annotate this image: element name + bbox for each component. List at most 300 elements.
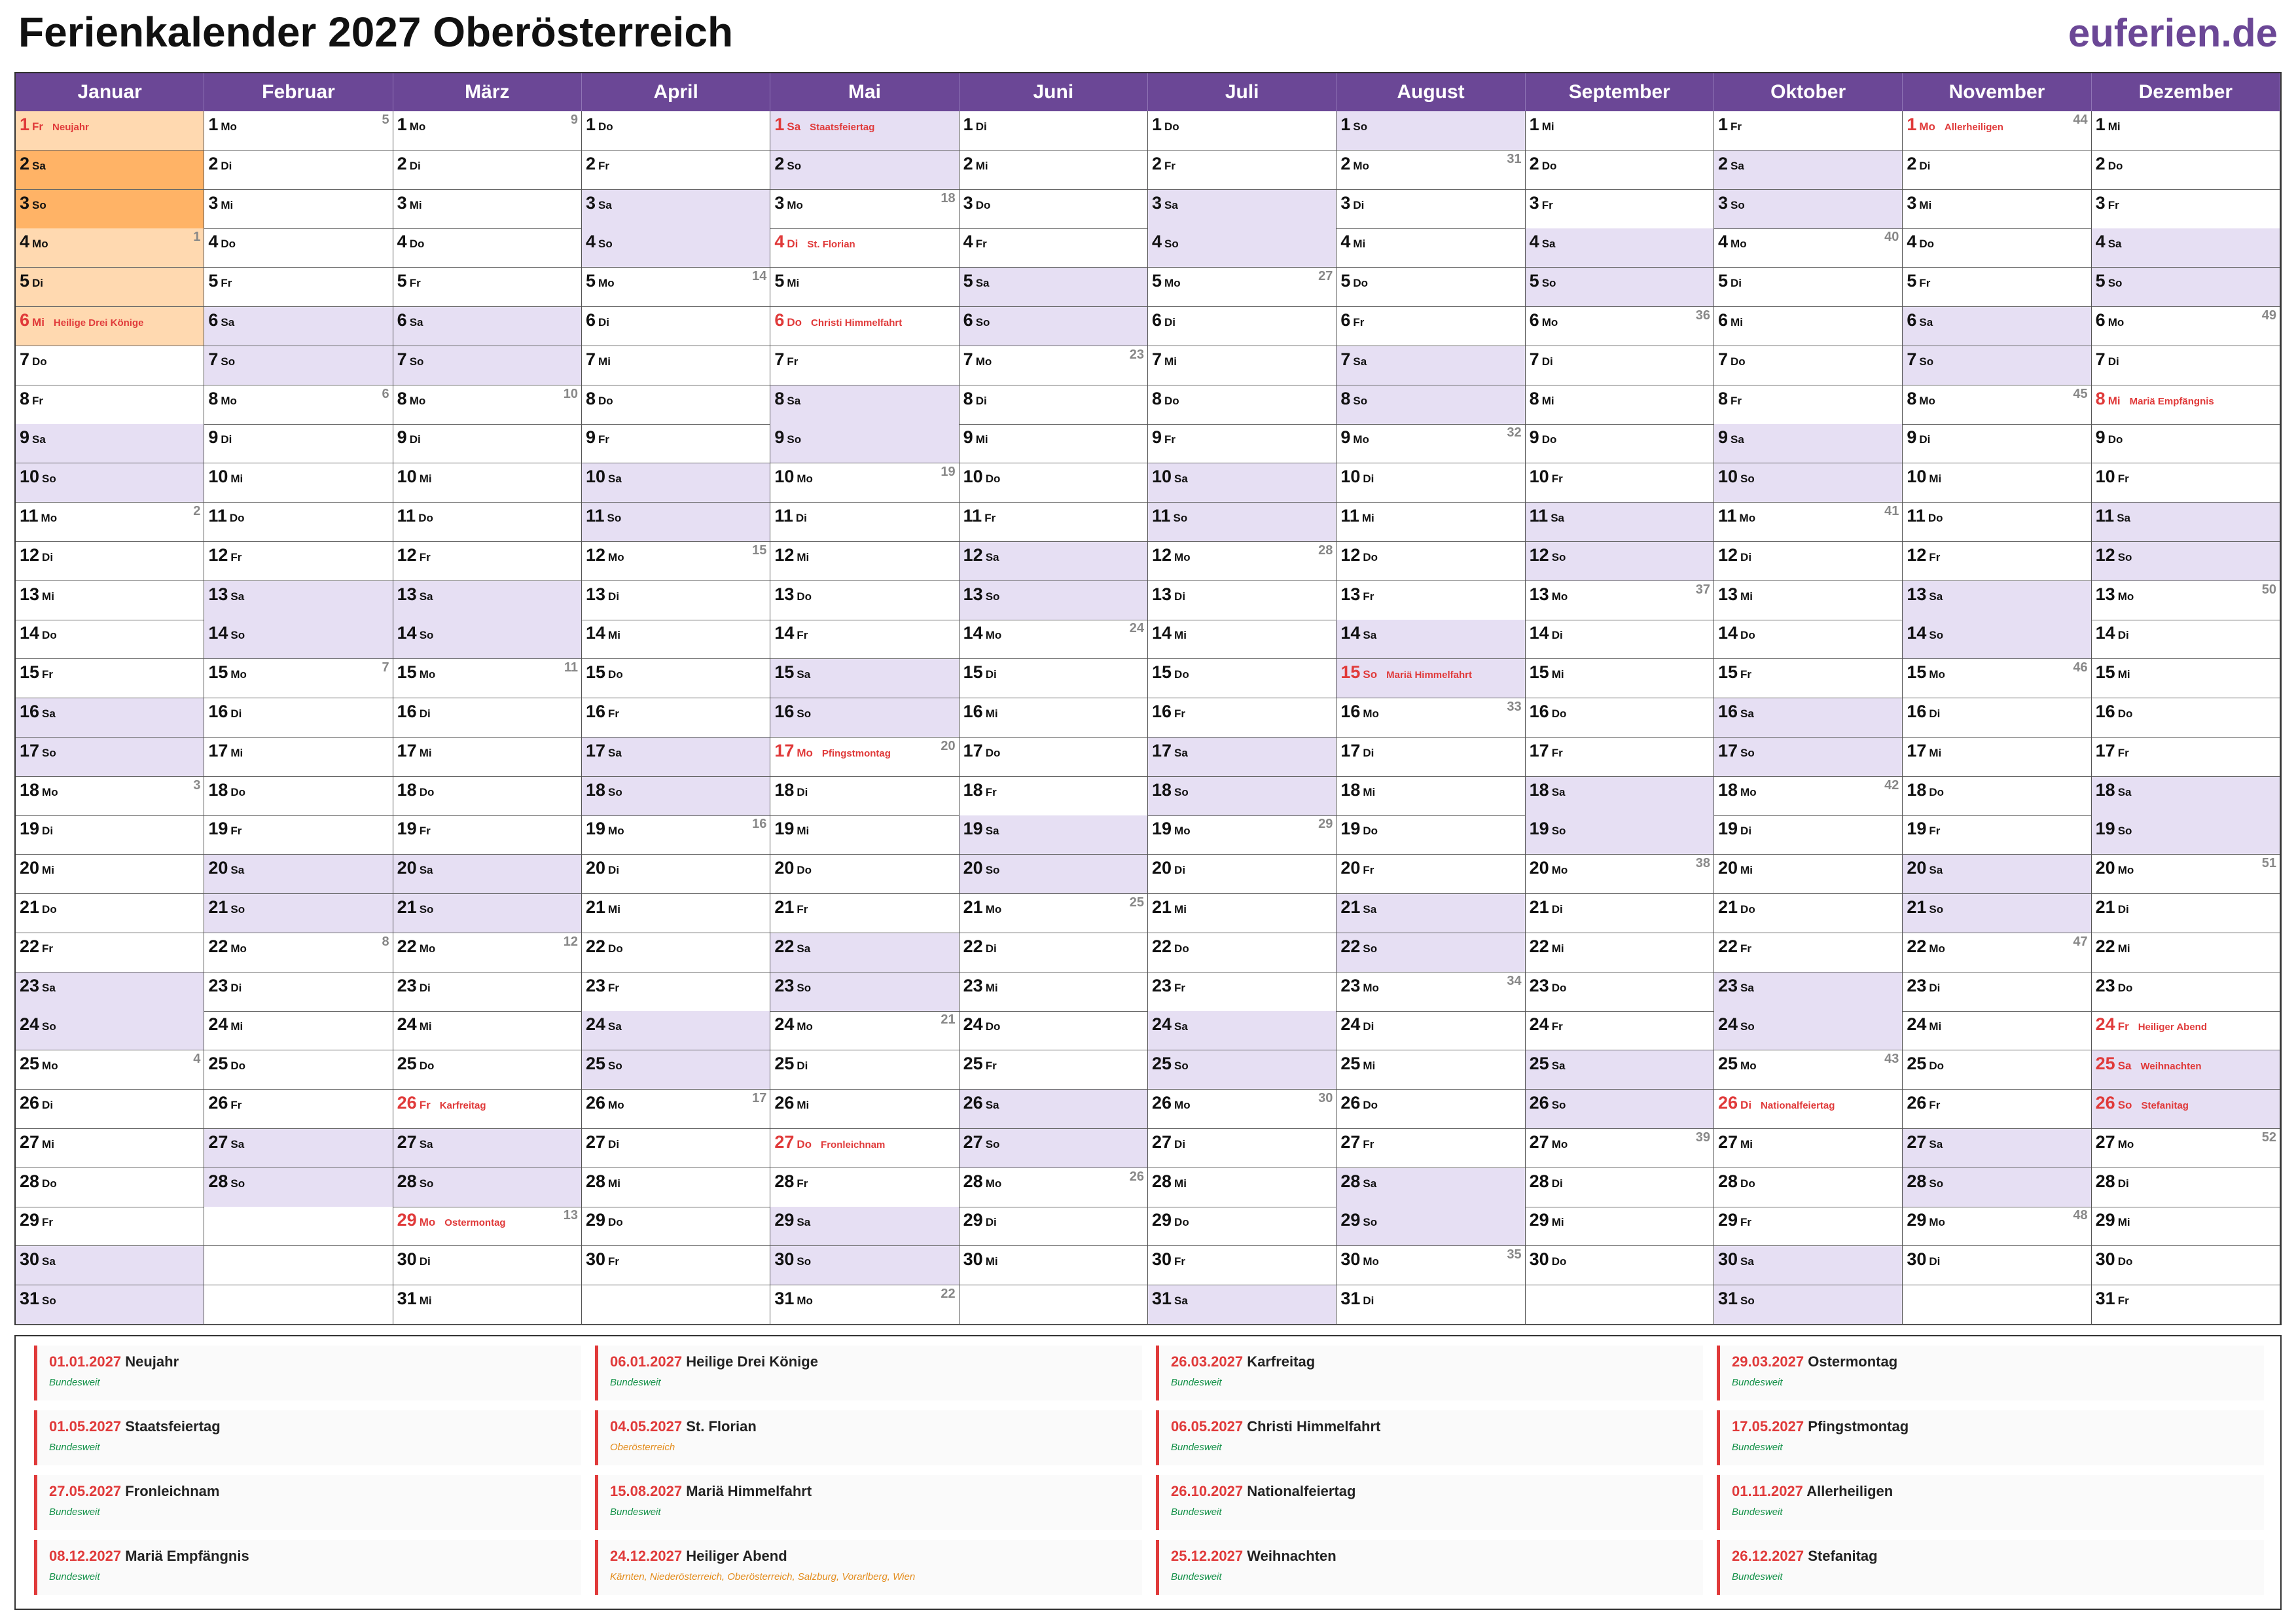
day-cell (1336, 228, 1524, 268)
day-cell (582, 503, 770, 542)
day-cell (1714, 1090, 1902, 1129)
day-cell (1148, 307, 1336, 346)
day-cell (1336, 503, 1524, 542)
weekday-label: Mo (1919, 120, 1935, 133)
weekday-label: Mi (419, 1020, 432, 1033)
weekday-label: Di (1551, 629, 1563, 642)
weekday-label: Fr (1363, 1137, 1374, 1150)
weekday-label: Di (2117, 1177, 2129, 1190)
day-cell (204, 385, 392, 425)
day-cell (770, 1246, 958, 1285)
weekday-label: Fr (985, 1060, 997, 1073)
week-number: 39 (1695, 1130, 1710, 1145)
day-number: 2 So (774, 153, 802, 173)
day-number: 22 So (1340, 936, 1378, 956)
weekday-label: Sa (419, 864, 433, 877)
weekday-label: So (1919, 355, 1934, 368)
day-cell (1714, 151, 1902, 190)
day-cell (2092, 151, 2280, 190)
day-cell (204, 307, 392, 346)
day-number: 25 Mo (20, 1054, 58, 1074)
weekday-label: Sa (975, 277, 990, 290)
day-cell (1903, 1050, 2090, 1090)
weekday-label: Fr (230, 550, 242, 563)
day-cell (1903, 738, 2090, 777)
month-header-oktober: Oktober (1714, 73, 1903, 111)
day-cell (1526, 1090, 1713, 1129)
day-cell (16, 111, 204, 151)
day-cell (1903, 190, 2090, 229)
day-cell (770, 385, 958, 425)
month-column (770, 111, 959, 1325)
weekday-label: Di (985, 1216, 997, 1229)
weekday-label: Do (598, 120, 613, 133)
weekday-label: Sa (419, 1137, 433, 1150)
weekday-label: Mo (221, 120, 237, 133)
day-number: 14 Do (1718, 623, 1755, 643)
week-number: 5 (382, 113, 389, 127)
day-number: 25 Do (208, 1054, 246, 1074)
day-cell (204, 346, 392, 385)
day-cell (770, 659, 958, 698)
weekday-label: Do (32, 355, 47, 368)
day-cell (1148, 972, 1336, 1012)
day-cell (1336, 1207, 1524, 1246)
day-number: 25 Do (397, 1054, 435, 1074)
day-cell (2092, 738, 2280, 777)
day-cell (1903, 346, 2090, 385)
day-number: 20 Sa (397, 858, 433, 878)
day-number: 24 Fr (1529, 1014, 1563, 1035)
day-cell (960, 933, 1147, 972)
day-cell (16, 307, 204, 346)
day-number: 7 Fr (774, 349, 798, 369)
weekday-label: Do (797, 590, 812, 603)
weekday-label: Di (1740, 1099, 1752, 1111)
weekday-label: So (1174, 785, 1189, 798)
day-cell (582, 268, 770, 307)
day-number: 13 Sa (1907, 584, 1943, 604)
weekday-label: Mo (2117, 1137, 2134, 1150)
weekday-label: Sa (985, 825, 999, 838)
day-cell (770, 228, 958, 268)
day-number: 6 Di (586, 310, 610, 330)
day-number: 4 Do (208, 232, 236, 252)
day-cell (1526, 581, 1713, 620)
day-cell (2092, 815, 2280, 855)
day-cell (1526, 1207, 1713, 1246)
day-cell (2092, 1168, 2280, 1207)
weekday-label: So (42, 473, 56, 486)
day-number: 7 Do (1718, 349, 1746, 369)
day-cell (1903, 1168, 2090, 1207)
weekday-label: Mo (1363, 707, 1379, 720)
day-cell (582, 620, 770, 659)
brand-logo[interactable]: euferien.de (2068, 11, 2278, 55)
day-number: 8 So (1340, 388, 1368, 408)
weekday-label: Do (797, 1137, 812, 1150)
weekday-label: Mi (221, 198, 234, 211)
day-cell (770, 855, 958, 894)
week-number: 34 (1507, 973, 1522, 988)
day-cell (16, 1168, 204, 1207)
day-cell (2092, 698, 2280, 738)
week-number: 2 (193, 504, 201, 518)
day-cell (1148, 1246, 1336, 1285)
day-cell (1903, 385, 2090, 425)
day-number: 29 Mo Ostermontag (397, 1210, 506, 1230)
day-cell (960, 855, 1147, 894)
holiday-date: 06.01.2027 (610, 1353, 683, 1370)
holiday-name: St. Florian (807, 239, 855, 251)
day-number: 7 Mi (1152, 349, 1177, 369)
day-cell (582, 228, 770, 268)
day-number: 29 Do (586, 1210, 623, 1230)
weekday-label: Di (975, 120, 987, 133)
day-cell (2092, 111, 2280, 151)
weekday-label: So (1174, 1060, 1189, 1073)
weekday-label: Mi (985, 707, 998, 720)
holiday-region: Bundesweit (1171, 1507, 1222, 1518)
day-cell (1336, 307, 1524, 346)
day-number: 12 Di (20, 544, 54, 565)
day-cell (1526, 894, 1713, 933)
holiday-label: Fronleichnam (121, 1483, 220, 1499)
day-cell (770, 1090, 958, 1129)
day-number: 27 Do Fronleichnam (774, 1132, 886, 1152)
weekday-label: Mo (419, 1216, 436, 1229)
weekday-label: Di (1551, 1177, 1563, 1190)
weekday-label: Di (419, 1255, 431, 1268)
day-cell (204, 1129, 392, 1168)
day-cell (1714, 738, 1902, 777)
day-cell (393, 1090, 581, 1129)
week-number: 22 (941, 1287, 956, 1301)
day-cell (1148, 111, 1336, 151)
day-cell (1903, 424, 2090, 463)
day-cell (204, 894, 392, 933)
weekday-label: Mi (1353, 238, 1366, 251)
day-number: 26 Mo (1152, 1093, 1191, 1113)
weekday-label: Mi (797, 550, 810, 563)
week-number: 42 (1884, 777, 1899, 793)
day-cell (1148, 698, 1336, 738)
day-cell (393, 1207, 581, 1246)
weekday-label: Do (1541, 159, 1557, 172)
day-number: 14 Di (2095, 623, 2129, 643)
day-cell (1714, 972, 1902, 1012)
day-number: 26 Fr (208, 1093, 242, 1113)
weekday-label: Di (608, 864, 620, 877)
weekday-label: So (1740, 746, 1755, 759)
weekday-label: Do (1363, 1099, 1378, 1111)
day-number: 30 Sa (1718, 1249, 1754, 1270)
weekday-label: Mi (419, 746, 432, 759)
day-cell (960, 581, 1147, 620)
holiday-title (610, 1353, 1142, 1370)
weekday-label: Di (419, 707, 431, 720)
weekday-label: Do (42, 629, 57, 642)
weekday-label: So (985, 864, 1000, 877)
week-number: 23 (1129, 347, 1144, 362)
day-number: 1 Mo Allerheiligen (1907, 115, 2003, 134)
weekday-label: Fr (797, 629, 808, 642)
day-number: 6 Mi Heilige Drei Könige (20, 310, 144, 330)
holiday-title (1732, 1418, 2264, 1435)
weekday-label: So (32, 198, 46, 211)
weekday-label: Mo (1164, 277, 1181, 290)
day-cell (204, 1050, 392, 1090)
month-column (1526, 111, 1714, 1325)
day-number: 20 Fr (1340, 858, 1374, 878)
day-number: 5 Sa (963, 271, 990, 291)
weekday-label: Fr (1929, 825, 1941, 838)
weekday-label: Di (221, 433, 232, 446)
day-cell (1714, 1246, 1902, 1285)
day-cell (1903, 933, 2090, 972)
day-number: 9 So (774, 427, 802, 448)
weekday-label: Mo (985, 1177, 1002, 1190)
day-cell (960, 503, 1147, 542)
weekday-label: Di (797, 785, 808, 798)
holiday-name: Nationalfeiertag (1761, 1100, 1835, 1111)
day-number: 7 So (208, 349, 236, 369)
weekday-label: Fr (1174, 707, 1186, 720)
weekday-label: Fr (1164, 433, 1176, 446)
day-cell (16, 581, 204, 620)
weekday-label: Fr (1929, 550, 1941, 563)
weekday-label: Fr (608, 707, 620, 720)
day-number: 26 Mi (774, 1093, 810, 1113)
weekday-label: Sa (985, 550, 999, 563)
weekday-label: Di (1164, 316, 1176, 329)
day-number: 5 Mi (774, 271, 800, 291)
day-cell (1336, 542, 1524, 581)
weekday-label: Sa (787, 120, 801, 133)
weekday-label: Mo (1551, 590, 1568, 603)
weekday-label: Sa (787, 394, 801, 407)
weekday-label: So (608, 785, 622, 798)
day-cell (960, 1129, 1147, 1168)
day-number: 5 Fr (208, 271, 232, 291)
holiday-region: Bundesweit (49, 1571, 100, 1582)
day-number: 2 Do (1529, 153, 1557, 173)
day-number: 26 Fr Karfreitag (397, 1093, 486, 1113)
day-cell (1903, 1011, 2090, 1050)
day-cell (1714, 1050, 1902, 1090)
week-number: 7 (382, 660, 389, 675)
day-number: 21 So (208, 897, 245, 917)
day-number: 29 Fr (1718, 1210, 1752, 1230)
day-number: 1 Mi (1529, 115, 1554, 134)
holiday-legend-item (1156, 1346, 1703, 1400)
weekday-label: Do (2117, 1255, 2133, 1268)
holiday-title (610, 1418, 1142, 1435)
day-cell (770, 424, 958, 463)
weekday-label: Di (1919, 433, 1931, 446)
week-number: 33 (1507, 700, 1522, 714)
weekday-label: Do (985, 746, 1001, 759)
day-cell (1714, 190, 1902, 229)
weekday-label: Mi (608, 1177, 620, 1190)
day-number: 5 Fr (1907, 271, 1931, 291)
day-cell (582, 1011, 770, 1050)
day-number: 12 Fr (208, 544, 242, 565)
week-number: 35 (1507, 1247, 1522, 1262)
weekday-label: Di (1929, 1255, 1941, 1268)
weekday-label: Mi (608, 903, 620, 916)
weekday-label: Do (1551, 981, 1567, 994)
weekday-label: Mi (1929, 746, 1942, 759)
day-number: 11 Do (208, 506, 245, 526)
weekday-label: So (2117, 825, 2132, 838)
day-number: 10 Mi (208, 467, 243, 487)
month-column (582, 111, 770, 1325)
day-number: 7 Mi (586, 349, 611, 369)
empty-cell (204, 1246, 392, 1285)
month-header-juni: Juni (960, 73, 1148, 111)
day-cell (16, 424, 204, 463)
day-cell (2092, 1246, 2280, 1285)
day-number: 24 So (1718, 1014, 1755, 1035)
day-number: 21 Do (1718, 897, 1755, 917)
weekday-label: Di (797, 1060, 808, 1073)
day-number: 18 Sa (2095, 779, 2132, 800)
weekday-label: Mi (419, 473, 432, 486)
weekday-label: Fr (598, 433, 610, 446)
day-cell (770, 268, 958, 307)
day-cell (1148, 855, 1336, 894)
day-number: 1 So (1340, 115, 1368, 134)
weekday-label: So (42, 746, 56, 759)
weekday-label: Do (608, 1216, 623, 1229)
weekday-label: Mo (1353, 433, 1369, 446)
day-number: 6 Fr (1340, 310, 1365, 330)
holiday-name: Allerheiligen (1944, 122, 2003, 133)
day-cell (1336, 463, 1524, 503)
day-cell (1903, 659, 2090, 698)
day-number: 9 Mi (963, 427, 988, 448)
day-number: 7 Do (20, 349, 47, 369)
day-cell (1903, 111, 2090, 151)
weekday-label: Mo (797, 1020, 813, 1033)
day-cell (204, 581, 392, 620)
day-number: 10 Mo (774, 467, 813, 487)
weekday-label: Di (2108, 355, 2119, 368)
day-cell (1526, 933, 1713, 972)
day-cell (16, 542, 204, 581)
day-number: 2 Sa (20, 153, 46, 173)
day-cell (1148, 581, 1336, 620)
day-cell (582, 855, 770, 894)
weekday-label: So (230, 903, 245, 916)
day-number: 2 Sa (1718, 153, 1744, 173)
month-header-september: September (1526, 73, 1714, 111)
weekday-label: Fr (797, 1177, 808, 1190)
weekday-label: Mo (608, 1099, 624, 1111)
holiday-region: Bundesweit (610, 1377, 661, 1388)
day-cell (1903, 972, 2090, 1012)
weekday-label: Mo (221, 394, 237, 407)
weekday-label: Di (409, 433, 421, 446)
day-number: 5 So (1529, 271, 1556, 291)
weekday-label: Mo (1551, 1137, 1568, 1150)
day-cell (1714, 1285, 1902, 1325)
day-cell (1526, 268, 1713, 307)
weekday-label: Sa (608, 1020, 622, 1033)
day-number: 17 Mi (1907, 740, 1942, 760)
weekday-label: Mo (419, 668, 436, 681)
day-cell (1336, 111, 1524, 151)
day-number: 25 So (586, 1054, 622, 1074)
day-number: 19 So (2095, 819, 2132, 839)
day-number: 8 Mo (208, 388, 237, 408)
day-number: 29 So (1340, 1210, 1378, 1230)
day-cell (16, 1090, 204, 1129)
weekday-label: Mo (32, 238, 48, 251)
day-cell (770, 1207, 958, 1246)
weekday-label: Mi (1929, 473, 1942, 486)
day-cell (2092, 424, 2280, 463)
month-column (1148, 111, 1336, 1325)
day-number: 19 Fr (397, 819, 431, 839)
weekday-label: Sa (1929, 1137, 1943, 1150)
holiday-region: Bundesweit (1732, 1442, 1783, 1453)
holiday-date: 26.12.2027 (1732, 1548, 1804, 1564)
week-number: 10 (563, 386, 578, 401)
weekday-label: So (1731, 198, 1745, 211)
day-number: 11 Mo (1718, 506, 1756, 526)
day-number: 12 So (1529, 544, 1566, 565)
day-cell (960, 346, 1147, 385)
weekday-label: Di (1541, 355, 1553, 368)
weekday-label: Sa (1363, 629, 1377, 642)
weekday-label: So (1173, 512, 1188, 524)
week-number: 6 (382, 386, 389, 401)
weekday-label: So (1929, 1177, 1944, 1190)
weekday-label: So (1740, 473, 1755, 486)
month-column (16, 111, 204, 1325)
day-cell (582, 463, 770, 503)
day-number: 15 Di (963, 662, 997, 683)
day-number: 13 Mi (1718, 584, 1753, 604)
weekday-label: Fr (230, 825, 242, 838)
day-cell (582, 1050, 770, 1090)
weekday-label: Fr (42, 942, 54, 955)
day-number: 2 Mo (1340, 153, 1369, 173)
weekday-label: So (787, 159, 802, 172)
day-cell (1336, 385, 1524, 425)
day-number: 14 Sa (1340, 623, 1377, 643)
weekday-label: So (1740, 1020, 1755, 1033)
weekday-label: Mo (1929, 668, 1945, 681)
day-cell (1714, 620, 1902, 659)
day-number: 18 Do (1907, 779, 1945, 800)
day-number: 18 Mo (1718, 779, 1757, 800)
weekday-label: Mi (1740, 590, 1753, 603)
day-cell (1336, 620, 1524, 659)
day-cell (582, 424, 770, 463)
day-cell (393, 659, 581, 698)
day-number: 12 Fr (1907, 544, 1941, 565)
holiday-region: Kärnten, Niederösterreich, Oberösterreich, Salzburg, Vorarlberg, Wien (610, 1571, 916, 1582)
holiday-label: Neujahr (121, 1353, 179, 1370)
day-cell (16, 698, 204, 738)
day-number: 28 Mi (586, 1171, 620, 1191)
day-cell (393, 581, 581, 620)
week-number: 28 (1318, 543, 1333, 558)
day-number: 11 Sa (1529, 506, 1564, 526)
